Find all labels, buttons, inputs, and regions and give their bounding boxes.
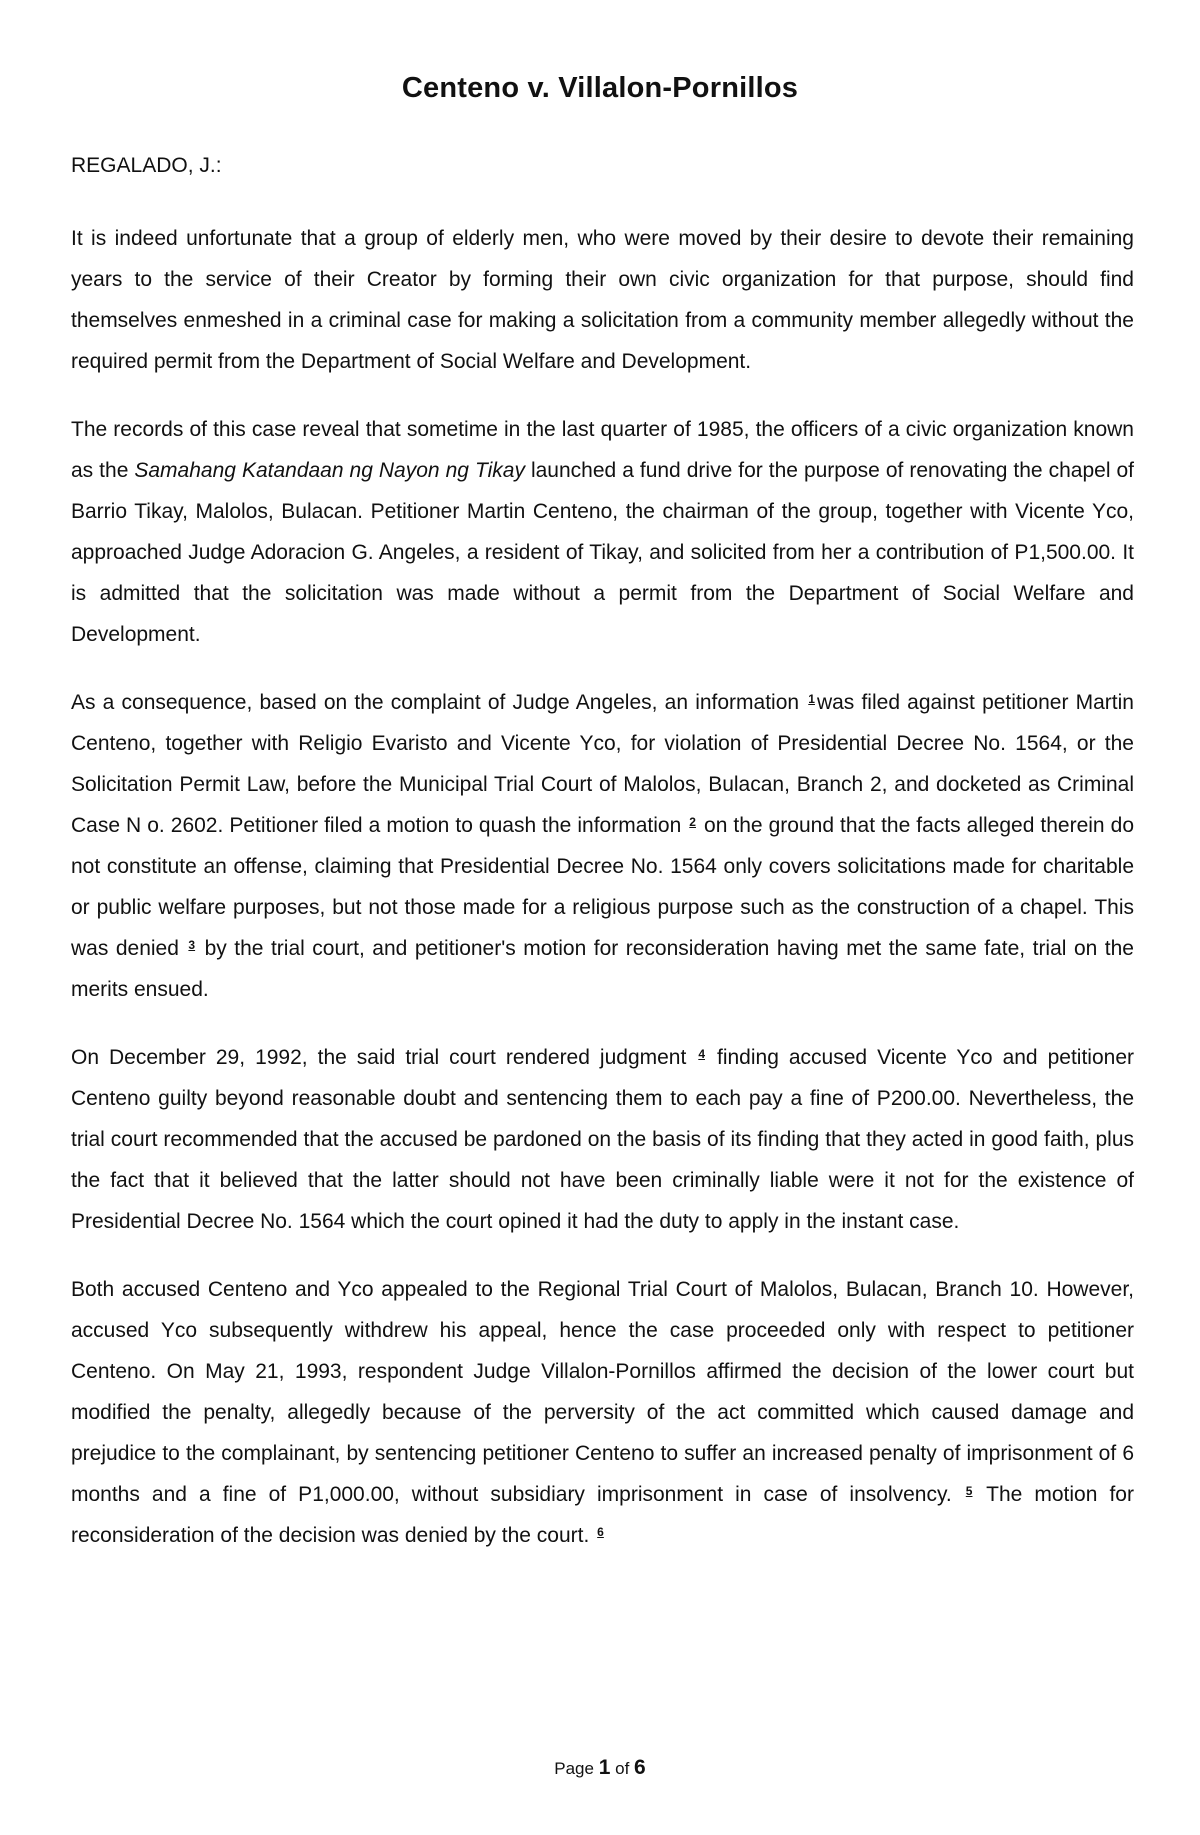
paragraph-5-text-b: The motion for reconsideration of the decision was denied by the court. [71,1483,1134,1547]
paragraph-2 [71,409,1134,655]
page-label: Page [554,1759,594,1778]
page-number: 1 [598,1756,611,1779]
paragraph-4 [71,1037,1134,1242]
footnote-ref-5[interactable]: 5 [965,1484,973,1498]
footnote-ref-2[interactable]: 2 [689,815,696,829]
footnote-ref-6[interactable]: 6 [597,1525,604,1539]
organization-name: Samahang Katandaan ng Nayon ng Tikay [134,459,525,482]
opinion-body [71,218,1134,1583]
footnote-ref-3[interactable]: 3 [188,938,196,952]
paragraph-3-text-c: on the ground that the facts alleged therein do not constitute an offense, claiming that Presidential Decree No. 1564 only covers solicitations made for charitable or public welfare purposes, but not those made for a religious purpose such as the construction of a chapel. This was denied [71,814,1134,960]
paragraph-3-text-a: As a consequence, based on the complaint of Judge Angeles, an information [71,691,800,714]
paragraph-3 [71,682,1134,1010]
paragraph-5-text-a: Both accused Centeno and Yco appealed to the Regional Trial Court of Malolos, Bulacan, Branch 10. However, accused Yco subsequently withdrew his appeal, hence the case proceeded only with respect to petitioner Centeno. On May 21, 1993, respondent Judge Villalon-Pornillos affirmed the decision of the lower court but modified the penalty, allegedly because of the perversity of the act committed which caused damage and prejudice to the complainant, by sentencing petitioner Centeno to suffer an increased penalty of imprisonment of 6 months and a fine of P1,000.00, without subsidiary imprisonment in case of insolvency. [71,1278,1134,1506]
paragraph-2-text-b: launched a fund drive for the purpose of renovating the chapel of Barrio Tikay, Malolos, Bulacan. Petitioner Martin Centeno, the chairman of the group, together with Vicente Yco, approached Judge Adoracion G. Angeles, a resident of Tikay, and solicited from her a contribution of P1,500.00. It is admitted that the solicitation was made without a permit from the Department of Social Welfare and Development. [71,459,1134,646]
paragraph-4-text-b: finding accused Vicente Yco and petitioner Centeno guilty beyond reasonable doubt and sentencing them to each pay a fine of P200.00. Nevertheless, the trial court recommended that the accused be pardoned on the basis of its finding that they acted in good faith, plus the fact that it believed that the latter should not have been criminally liable were it not for the existence of Presidential Decree No. 1564 which the court opined it had the duty to apply in the instant case. [71,1046,1134,1233]
footnote-ref-1[interactable]: 1 [808,692,815,706]
footnote-ref-4[interactable]: 4 [698,1047,705,1061]
paragraph-2-text-a: The records of this case reveal that sometime in the last quarter of 1985, the officers of a civic organization known as the [71,418,1134,482]
of-label: of [615,1759,630,1778]
paragraph-1-text: It is indeed unfortunate that a group of elderly men, who were moved by their desire to devote their remaining years to the service of their Creator by forming their own civic organization for that purpose, should find themselves enmeshed in a criminal case for making a solicitation from a community member allegedly without the required permit from the Department of Social Welfare and Development. [71,227,1134,373]
page-footer [0,1756,1200,1780]
ponente-name: REGALADO, J.: [71,154,222,177]
paragraph-4-text-a: On December 29, 1992, the said trial court rendered judgment [71,1046,687,1069]
paragraph-3-text-d: by the trial court, and petitioner's motion for reconsideration having met the same fate, trial on the merits ensued. [71,937,1134,1001]
paragraph-1 [71,218,1134,382]
page-total: 6 [634,1756,646,1779]
paragraph-3-text-b: was filed against petitioner Martin Centeno, together with Religio Evaristo and Vicente Yco, for violation of Presidential Decree No. 1564, or the Solicitation Permit Law, before the Municipal Trial Court of Malolos, Bulacan, Branch 2, and docketed as Criminal Case N o. 2602. Petitioner filed a motion to quash the information [71,691,1134,837]
case-title: Centeno v. Villalon-Pornillos [401,72,799,104]
paragraph-5 [71,1269,1134,1556]
